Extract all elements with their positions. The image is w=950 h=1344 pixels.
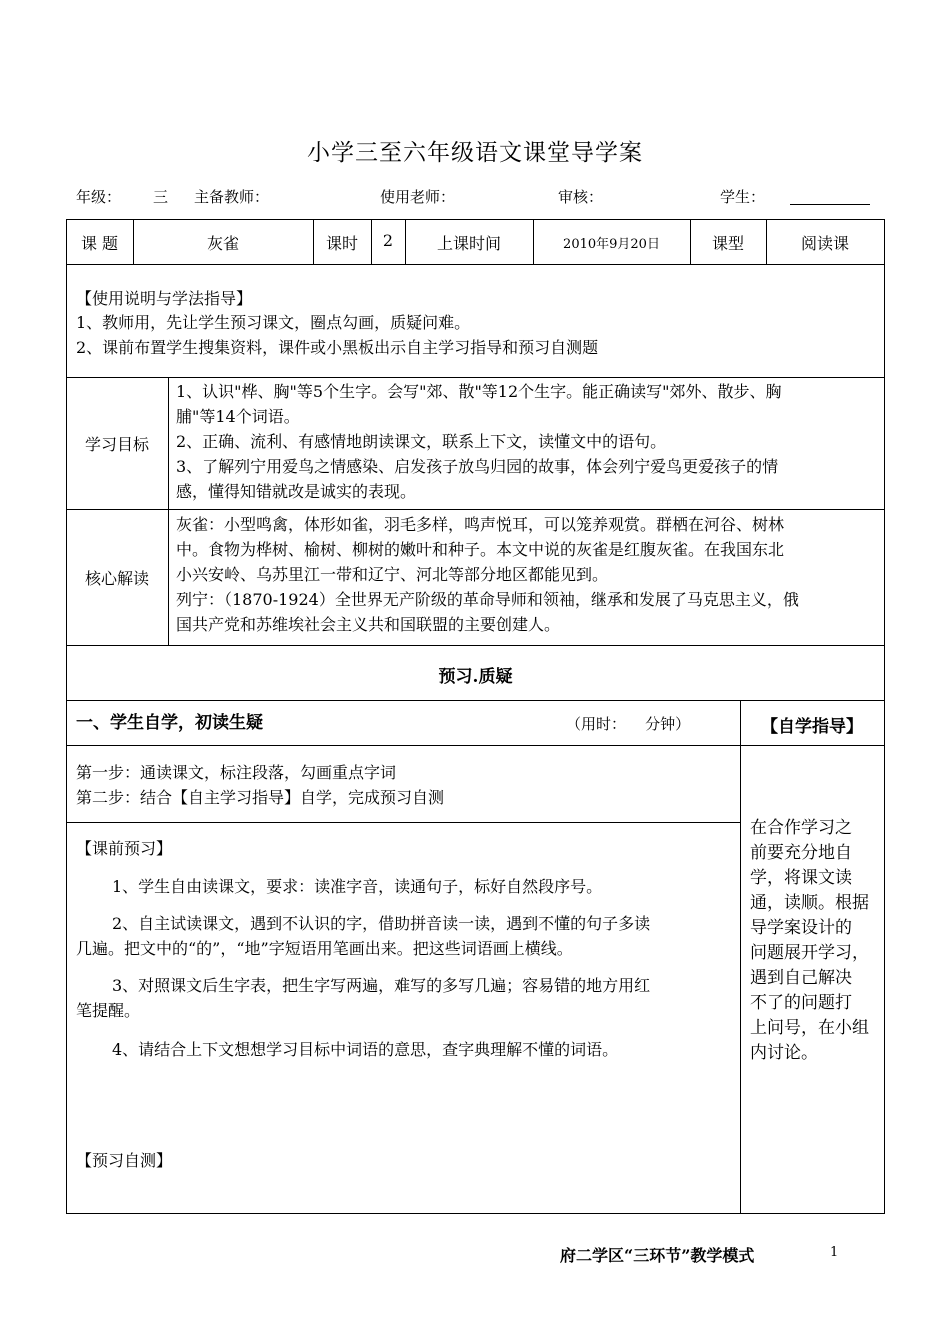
topic-label: 课 题	[80, 234, 119, 253]
preview-line: 笔提醒。	[76, 1001, 141, 1020]
grade-label: 年级：	[76, 188, 122, 206]
section-title: 预习.质疑	[438, 667, 513, 687]
period-label: 课时	[325, 234, 358, 253]
student-blank	[790, 204, 870, 205]
preview-heading: 【课前预习】	[76, 839, 173, 858]
type-value: 阅读课	[800, 234, 849, 253]
guide-line: 在合作学习之	[750, 818, 852, 838]
guide-line: 通，读顺。根据	[750, 893, 869, 913]
step-line: 第二步：结合【自主学习指导】自学，完成预习自测	[76, 788, 445, 807]
period-value: 2	[382, 231, 394, 250]
preview-line: 几遍。把文中的“的”，“地”字短语用笔画出来。把这些词语画上横线。	[76, 939, 573, 958]
grade-value: 三	[153, 188, 169, 206]
preview-line: 3、对照课文后生字表，把生字写两遍，难写的多写几遍；容易错的地方用红	[112, 976, 651, 995]
goals-line: 2、正确、流利、有感情地朗读课文，联系上下文，读懂文中的语句。	[176, 432, 667, 451]
selftest-heading: 【预习自测】	[76, 1151, 173, 1170]
instructions-item: 1、教师用，先让学生预习课文，圈点勾画，质疑问难。	[76, 313, 471, 332]
use-teacher-label: 使用老师：	[380, 188, 456, 206]
time-label: 上课时间	[436, 234, 501, 253]
main-teacher-label: 主备教师：	[194, 188, 270, 206]
goals-line: 1、认识"桦、胸"等5个生字。会写"郊、散"等12个生字。能正确读写"郊外、散步、胸	[176, 382, 782, 401]
core-line: 列宁：（1870-1924）全世界无产阶级的革命导师和领袖，继承和发展了马克思主义，俄	[176, 590, 799, 609]
guide-line: 内讨论。	[750, 1043, 818, 1063]
guide-line: 导学案设计的	[750, 918, 852, 938]
goals-label: 学习目标	[84, 435, 149, 454]
preview-line: 2、自主试读课文，遇到不认识的字，借助拼音读一读，遇到不懂的句子多读	[112, 914, 651, 933]
core-line: 灰雀：小型鸣禽，体形如雀，羽毛多样，鸣声悦耳，可以笼养观赏。群栖在河谷、树林	[176, 515, 785, 534]
goals-line: 脯"等14个词语。	[176, 407, 300, 426]
core-line: 国共产党和苏维埃社会主义共和国联盟的主要创建人。	[176, 615, 561, 634]
core-label: 核心解读	[84, 569, 149, 588]
step-line: 第一步：通读课文，标注段落，勾画重点字词	[76, 763, 397, 782]
guide-line: 不了的问题打	[750, 993, 852, 1013]
instructions-item: 2、课前布置学生搜集资料，课件或小黑板出示自主学习指导和预习自测题	[76, 338, 599, 357]
preview-line: 4、请结合上下文想想学习目标中词语的意思，查字典理解不懂的词语。	[112, 1040, 619, 1059]
time-note: （用时： 分钟）	[566, 715, 691, 733]
guide-line: 前要充分地自	[750, 843, 852, 863]
core-line: 小兴安岭、乌苏里江一带和辽宁、河北等部分地区都能见到。	[176, 565, 609, 584]
page-number: 1	[830, 1245, 839, 1260]
core-line: 中。食物为桦树、榆树、柳树的嫩叶和种子。本文中说的灰雀是红腹灰雀。在我国东北	[176, 540, 785, 559]
goals-line: 3、了解列宁用爱鸟之情感染、启发孩子放鸟归园的故事，体会列宁爱鸟更爱孩子的情	[176, 457, 779, 476]
goals-line: 感，懂得知错就改是诚实的表现。	[176, 482, 417, 501]
time-value: 2010年9月20日	[563, 237, 660, 252]
page-title: 小学三至六年级语文课堂导学案	[307, 140, 643, 166]
guide-line: 问题展开学习，	[750, 943, 869, 963]
topic-value: 灰雀	[206, 234, 239, 253]
guide-line: 遇到自己解决	[750, 968, 852, 988]
student-label: 学生：	[720, 188, 766, 206]
instructions-heading: 【使用说明与学法指导】	[76, 289, 253, 308]
preview-line: 1、学生自由读课文，要求：读准字音，读通句子，标好自然段序号。	[112, 877, 603, 896]
review-label: 审核：	[558, 188, 604, 206]
guide-line: 上问号，在小组	[750, 1018, 869, 1038]
type-label: 课型	[711, 234, 744, 253]
guide-line: 学，将课文读	[750, 868, 852, 888]
part1-heading: 一、学生自学，初读生疑	[76, 713, 263, 733]
footer-text: 府二学区“三环节”教学模式	[560, 1246, 755, 1265]
guide-heading: 【自学指导】	[761, 717, 863, 737]
